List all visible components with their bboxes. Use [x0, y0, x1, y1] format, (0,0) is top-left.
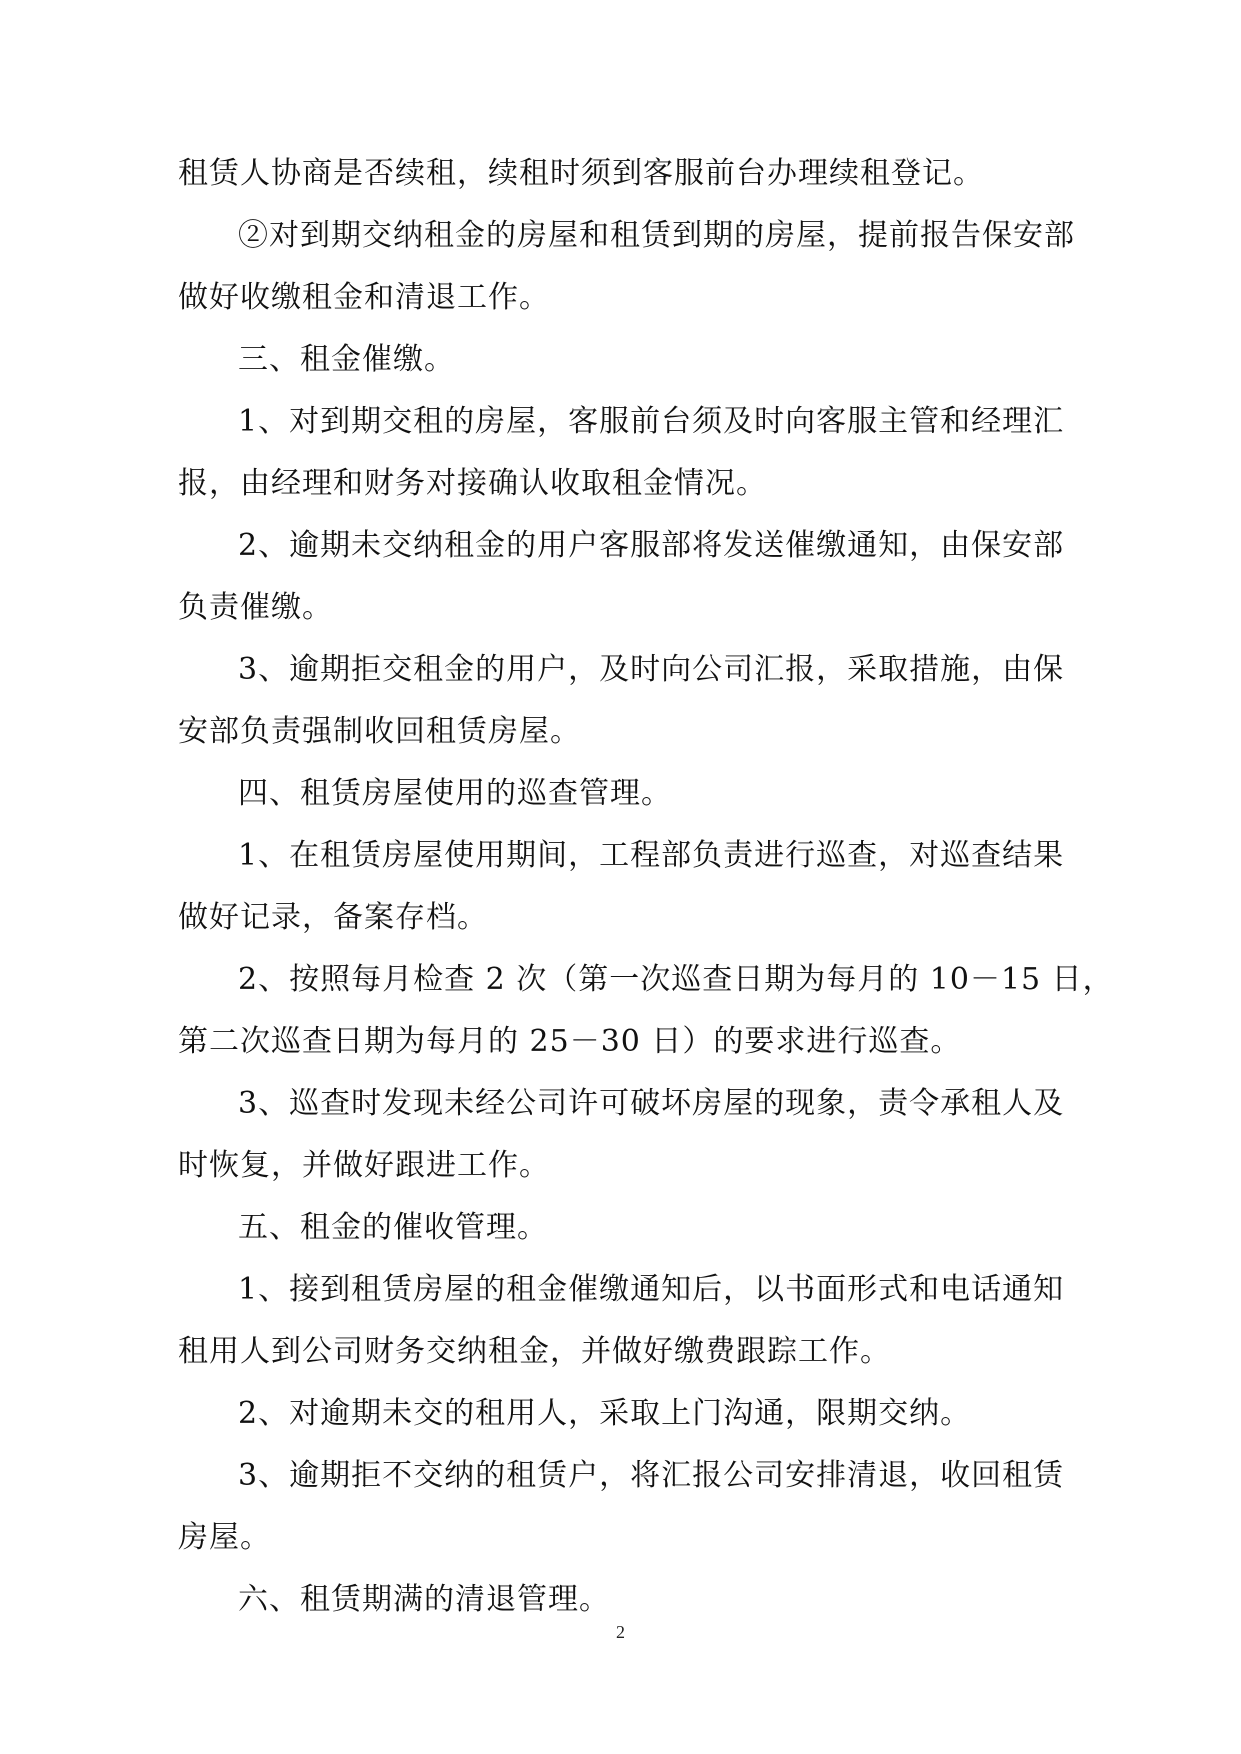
section-heading: 六、租赁期满的清退管理。: [238, 1582, 610, 1617]
paragraph-line: 3、巡查时发现未经公司许可破坏房屋的现象，责令承租人及: [238, 1086, 1065, 1121]
document-body: [178, 143, 1114, 1631]
paragraph-line: 报，由经理和财务对接确认收取租金情况。: [178, 466, 767, 501]
paragraph-line: 负责催缴。: [178, 590, 333, 625]
paragraph-line: 第二次巡查日期为每月的 25－30 日）的要求进行巡查。: [178, 1024, 962, 1059]
section-heading: 三、租金催缴。: [238, 342, 455, 377]
paragraph-line: 时恢复，并做好跟进工作。: [178, 1148, 550, 1183]
section-heading: 四、租赁房屋使用的巡查管理。: [238, 776, 672, 811]
page-number: 2: [616, 1622, 625, 1642]
paragraph-line: 2、对逾期未交的租用人，采取上门沟通，限期交纳。: [238, 1396, 972, 1431]
paragraph-line: ②对到期交纳租金的房屋和租赁到期的房屋，提前报告保安部: [238, 218, 1075, 253]
paragraph-line: 1、接到租赁房屋的租金催缴通知后，以书面形式和电话通知: [238, 1272, 1065, 1307]
paragraph-line: 3、逾期拒不交纳的租赁户，将汇报公司安排清退，收回租赁: [238, 1458, 1065, 1493]
paragraph-line: 1、在租赁房屋使用期间，工程部负责进行巡查，对巡查结果: [238, 838, 1065, 873]
paragraph-line: 租赁人协商是否续租，续租时须到客服前台办理续租登记。: [178, 156, 984, 191]
paragraph-line: 安部负责强制收回租赁房屋。: [178, 714, 581, 749]
paragraph-line: 1、对到期交租的房屋，客服前台须及时向客服主管和经理汇: [238, 404, 1065, 439]
paragraph-line: 做好记录，备案存档。: [178, 900, 488, 935]
paragraph-line: 3、逾期拒交租金的用户，及时向公司汇报，采取措施，由保: [238, 652, 1065, 687]
section-heading: 五、租金的催收管理。: [238, 1210, 548, 1245]
paragraph-line: 2、按照每月检查 2 次（第一次巡查日期为每月的 10－15 日，: [238, 962, 1114, 997]
paragraph-line: 租用人到公司财务交纳租金，并做好缴费跟踪工作。: [178, 1334, 891, 1369]
paragraph-line: 做好收缴租金和清退工作。: [178, 280, 550, 315]
paragraph-line: 房屋。: [178, 1520, 271, 1555]
paragraph-line: 2、逾期未交纳租金的用户客服部将发送催缴通知，由保安部: [238, 528, 1065, 563]
